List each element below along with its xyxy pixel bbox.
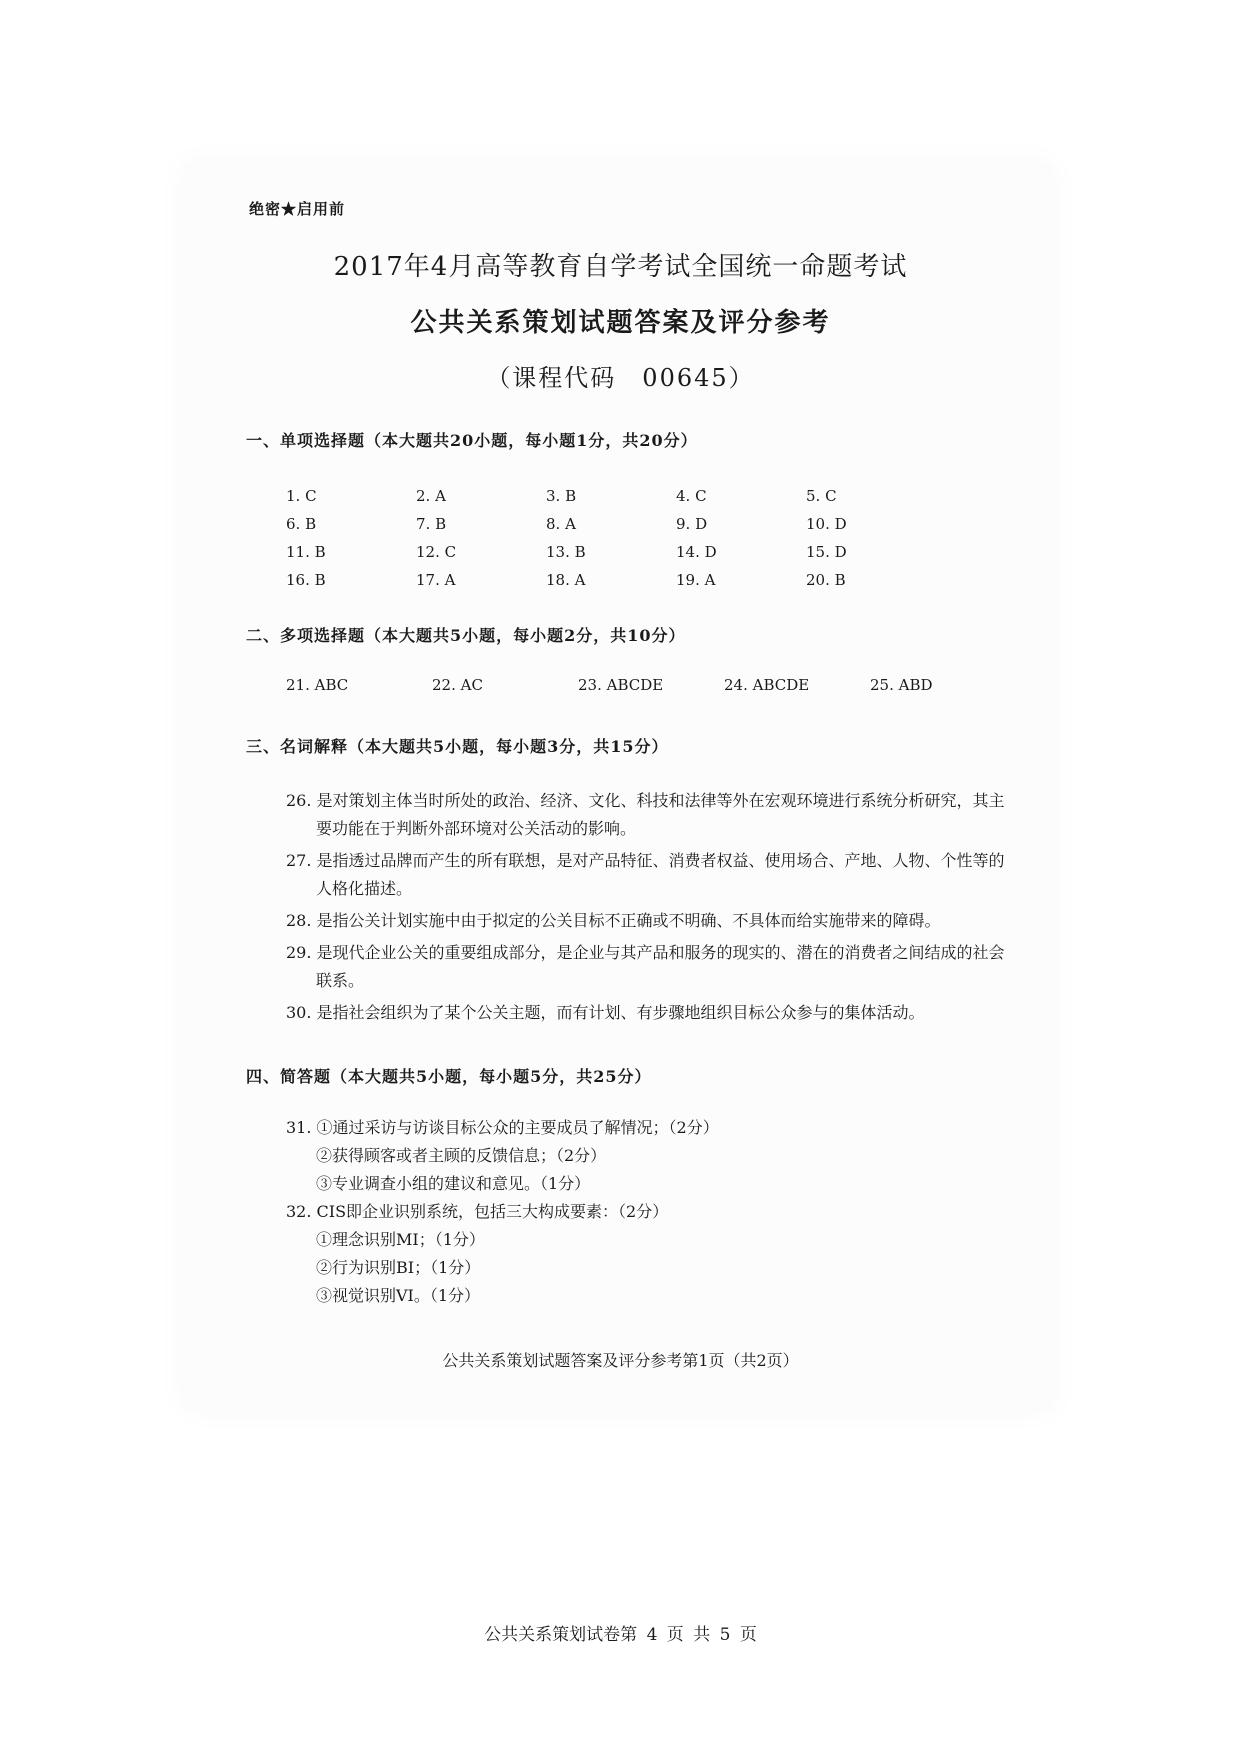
section-heading-term-explanation: 三、名词解释（本大题共5小题，每小题3分，共15分）: [246, 737, 669, 756]
answer-item: 19. A: [676, 571, 716, 589]
course-code: （课程代码 00645）: [486, 364, 755, 392]
answer-item: 23. ABCDE: [578, 676, 664, 694]
short-answer-answers: [286, 1114, 1016, 1310]
answer-31-main: 31. ①通过采访与访谈目标公众的主要成员了解情况；（2分）: [286, 1118, 719, 1137]
answer-item: 12. C: [416, 543, 457, 561]
answer-item: 13. B: [546, 543, 586, 561]
answer-item: 2. A: [416, 487, 446, 505]
section-heading-single-choice: 一、单项选择题（本大题共20小题，每小题1分，共20分）: [246, 431, 698, 450]
answer-item: 1. C: [286, 487, 317, 505]
answer-item: 22. AC: [432, 676, 483, 694]
answer-paragraph: 29. 是现代企业公关的重要组成部分，是企业与其产品和服务的现实的、潜在的消费者之间结成的社会联系。: [286, 943, 1005, 990]
multi-choice-answers: [286, 676, 1016, 694]
answer-item: 5. C: [806, 487, 837, 505]
secret-mark: 绝密★启用前: [249, 200, 346, 218]
answer-item: 17. A: [416, 571, 456, 589]
answer-row: [286, 566, 936, 594]
answer-item: 3. B: [546, 487, 577, 505]
answer-item: 8. A: [546, 515, 576, 533]
answer-item: 25. ABD: [870, 676, 933, 694]
answer-item: 4. C: [676, 487, 707, 505]
answer-item: 21. ABC: [286, 676, 349, 694]
answer-paragraph: 26. 是对策划主体当时所处的政治、经济、文化、科技和法律等外在宏观环境进行系统分析研究，其主要功能在于判断外部环境对公关活动的影响。: [286, 791, 1005, 838]
answer-32-sub: ①理念识别MI；（1分）: [316, 1230, 485, 1249]
answer-paragraph: 30. 是指社会组织为了某个公关主题，而有计划、有步骤地组织目标公众参与的集体活动。: [286, 1003, 925, 1022]
answer-31-sub: ③专业调查小组的建议和意见。（1分）: [316, 1174, 591, 1193]
answer-row: [286, 510, 936, 538]
answer-32-sub: ③视觉识别VI。（1分）: [316, 1286, 481, 1305]
term-explanation-answers: [286, 787, 1016, 1031]
answer-row: [286, 482, 936, 510]
answer-item: 7. B: [416, 515, 447, 533]
scan-page-footer: 公共关系策划试题答案及评分参考第1页（共2页）: [442, 1351, 799, 1370]
answer-title: 公共关系策划试题答案及评分参考: [410, 308, 831, 338]
answer-paragraph: 27. 是指透过品牌而产生的所有联想，是对产品特征、消费者权益、使用场合、产地、人物、个性等的人格化描述。: [286, 851, 1005, 898]
answer-item: 20. B: [806, 571, 846, 589]
answer-paragraph: 28. 是指公关计划实施中由于拟定的公关目标不正确或不明确、不具体而给实施带来的障碍。: [286, 911, 941, 930]
answer-item: 9. D: [676, 515, 708, 533]
section-heading-multi-choice: 二、多项选择题（本大题共5小题，每小题2分，共10分）: [246, 626, 686, 645]
answer-32-sub: ②行为识别BI；（1分）: [316, 1258, 481, 1277]
single-choice-answers: [286, 482, 936, 594]
answer-item: 10. D: [806, 515, 847, 533]
answer-item: 11. B: [286, 543, 326, 561]
section-heading-short-answer: 四、简答题（本大题共5小题，每小题5分，共25分）: [246, 1067, 652, 1086]
answer-item: 18. A: [546, 571, 586, 589]
answer-31-sub: ②获得顾客或者主顾的反馈信息；（2分）: [316, 1146, 607, 1165]
answer-item: 14. D: [676, 543, 717, 561]
answer-item: 6. B: [286, 515, 317, 533]
page-footer: 公共关系策划试卷第 4 页 共 5 页: [484, 1625, 757, 1645]
answer-32-main: 32. CIS即企业识别系统，包括三大构成要素：（2分）: [286, 1202, 669, 1221]
answer-row: [286, 538, 936, 566]
answer-item: 15. D: [806, 543, 847, 561]
answer-item: 16. B: [286, 571, 326, 589]
exam-title: 2017年4月高等教育自学考试全国统一命题考试: [333, 252, 908, 282]
answer-item: 24. ABCDE: [724, 676, 810, 694]
